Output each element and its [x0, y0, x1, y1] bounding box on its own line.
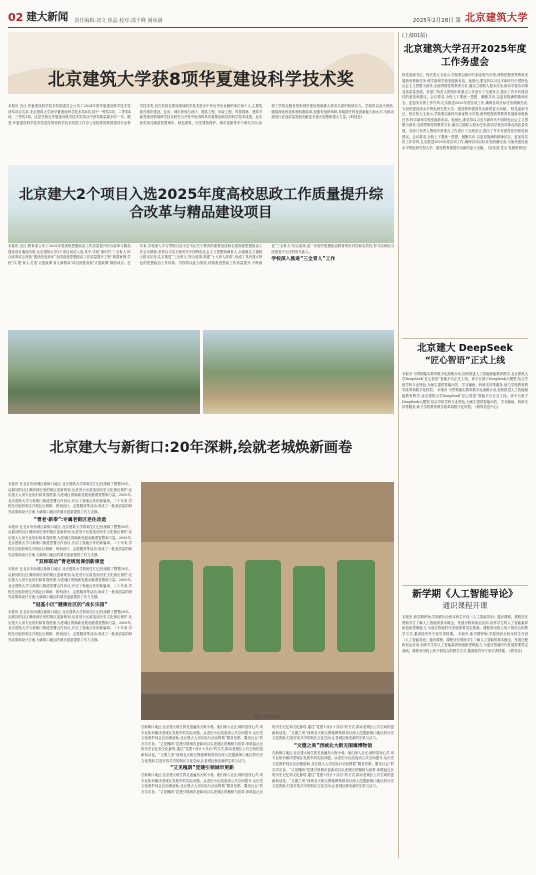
article1-body: 本报讯 近日,华夏建设科学技术奖励委员会公布了2024年度华夏建设科学技术奖获奖项目名单,北京建筑大学获华夏建设科学技术奖8项,其中一等奖1项、二等奖4项、三等奖3项。这是学校在华夏建设科学技术奖项目中获奖数量最多的一年。据悉,华夏建设科学技术奖是经国家科学技术奖励工作办公室批准的我国建设行业科学技术奖,旨在奖励在建设领域科学技术进步中作出突出贡献的单位和个人,主要奖励在城乡建设、住房、城市规划与设计、建筑工程、市政工程、风景园林、建筑节能等建设领域科学技术研究与开发中取得的具有重要创新性的科学技术成果。此次获奖项目涵盖智慧城市、绿色建筑、历史建筑保护、城市更新等多个研究方向,体现了学校在服务国家城乡建设领域重大需求方面的科研实力。学校将以此为契机,继续深化科技体制机制改革,加强有组织科研,持续提升科技创新能力和水平,为推动建设行业高质量发展贡献更多建大智慧和建大力量。(科技处)	[8, 104, 394, 125]
section-title: 建大新闻	[26, 11, 69, 23]
sidebar-article3-body	[402, 615, 528, 805]
article3-subhead-3: “冠基小区”健康社区的“成长乐园”	[32, 602, 108, 608]
street-mural-photo	[141, 482, 394, 720]
sidebar-rule-2	[402, 585, 528, 586]
sidebar-article3-text: 本报讯 新学期伊始,学校面向全校本科生开设《人工智能导论》通识课程。课程旨在帮助学生了解人工智能的基本概念、发展历程和前沿应用,培养学生的人工智能素养和创新思维能力,为适应智能时代发展需要奠定基础。课程采用线上线下相结合的教学方式,邀请校内外专家学者授课。	[402, 615, 528, 636]
sidebar-article1-body	[402, 73, 528, 335]
column-divider	[398, 32, 399, 858]
page-number: 02	[8, 11, 24, 24]
article3-left-column	[8, 482, 132, 872]
article3-left-text-3: 本报讯 在北京市西城区新街口地区,北京建筑大学的师生们已经深耕了整整20年。从最初的社区调研到后来的街区更新规划,从老旧小区改造到历史文化街区保护,北京建大人用专业知识和青春热情,为老城区的焕新发展贡献着智慧和力量。2005年,北京建筑大学与新街口街道签署合作协议,开启了校地合作的新篇章。二十年来,学校先后组织师生开展社区调研、规划设计、志愿服务等活动,形成了一批高质量的研究成果和设计方案,为新街口地区的城市更新提供了有力支撑。	[8, 567, 132, 600]
sidebar-column	[402, 32, 528, 805]
masthead: 北京建筑大学	[465, 13, 528, 24]
sidebar-article1-text: 校党委副书记、校长张大玉表示,学校要以新时代新征程为引领,深刻把握高等教育发展新形势新任务,科学谋划学校发展新布局。他指出,要坚持以习近平新时代中国特色社会主义思想为指导,全面贯彻党的教育方针,落实立德树人根本任务,推动学校各项事业高质量发展。各部门负责人围绕年度重点工作进行了交流发言,提出了许多有建设性的意见和建议。会议要求,全校上下要统一思想、凝聚共识,以更加饱满的精神状态、更加务实的工作作风,扎实推进2025年度各项工作,确保各项目标任务圆满完成,为加快建设高水平特色研究型大学、建设教育强国作出新的更大贡献。	[402, 73, 528, 111]
article3-left-body	[8, 482, 132, 872]
article3-right-text-3: 在新街口地区,北京建大师生的足迹遍布大街小巷。他们深入社区,倾听居民心声,用专业知识解决老城区发展中的实际问题。从老旧小区改造到公共空间提升,从历史文化保护到社区治理创新,北京建大人用实际行动诠释着“服务首都、服务社会”的办学宗旨。“又见槐荫”党建引领城市更新项目以老城区的槐树为纽带,串联起社区的历史记忆和文化脉络,通过“党建+设计+共治”的方式,推动老城区公共空间的更新和活化。“文德之美”西城北大街无围墙博物馆项目深入挖掘新街口地区的历史文化资源,打造开放共享的街区文化空间,让老城区焕发新的生机与活力。	[272, 750, 394, 789]
sidebar-article3-subheadline: 通识课程开课	[442, 601, 488, 611]
sidebar-article1-headline: 北京建筑大学召开2025年度工作务虚会	[403, 44, 527, 68]
sidebar-article3-text-2: 本报讯 新学期伊始,学校面向全校本科生开设《人工智能导论》通识课程。课程旨在帮助学生了解人工智能的基本概念、发展历程和前沿应用,培养学生的人工智能素养和创新思维能力,为适应智能时代发展需要奠定基础。课程采用线上线下相结合的教学方式,邀请校内外专家学者授课。	[402, 631, 528, 653]
article3-photo	[141, 482, 394, 720]
page-header	[8, 4, 528, 28]
photo-caption: 协作力的2025	[254, 714, 281, 719]
sidebar-article2-subheadline: “匠心智语”正式上线	[424, 355, 506, 366]
header-right	[413, 9, 528, 24]
article3-right-text: 在新街口地区,北京建大师生的足迹遍布大街小巷。他们深入社区,倾听居民心声,用专业知识解决老城区发展中的实际问题。从老旧小区改造到公共空间提升,从历史文化保护到社区治理创新,北京建大人用实际行动诠释着“服务首都、服务社会”的办学宗旨。“又见槐荫”党建引领城市更新项目以老城区的槐树为纽带,串联起社区的历史记忆和文化脉络,通过“党建+设计+共治”的方式,推动老城区公共空间的更新和活化。“文德之美”西城北大街无围墙博物馆项目深入挖掘新街口地区的历史文化资源,打造开放共享的街区文化空间,让老城区焕发新的生机与活力。	[141, 725, 263, 763]
article3-headline: 北京建大与新街口:20年深耕,绘就老城焕新画卷	[49, 440, 353, 456]
article1-headline: 北京建筑大学获8项华夏建设科学技术奖	[47, 70, 355, 90]
continued-label: (上接01版)	[402, 33, 428, 39]
article3-right-text-2: 在新街口地区,北京建大师生的足迹遍布大街小巷。他们深入社区,倾听居民心声,用专业知识解决老城区发展中的实际问题。从老旧小区改造到公共空间提升,从历史文化保护到社区治理创新,北京建大人用实际行动诠释着“服务首都、服务社会”的办学宗旨。“又见槐荫”党建引领城市更新项目以老城区的槐树为纽带,串联起社区的历史记忆和文化脉络,通过“党建+设计+共治”的方式,推动老城区公共空间的更新和活化。“文德之美”西城北大街无围墙博物馆项目深入挖掘新街口地区的历史文化资源,打造开放共享的街区文化空间,让老城区焕发新的生机与活力。	[141, 725, 394, 794]
article3-subhead-4: “又见槐荫”党建引领城市更新	[170, 766, 234, 772]
publication-date: 2025年2月28日 第	[412, 18, 461, 24]
campus-photo-2	[203, 330, 395, 414]
sidebar-article2-text: 本报讯 为贯彻落实教育数字化战略行动,加快推进人工智能赋能教育教学,北京建筑大学DeepSeek“匠心智语”智能平台正式上线。该平台基于DeepSeek大模型,结合学校学科专业特色,为师生提供智能问答、学习辅助、科研支持等服务,助力学校教育教学改革和数字化转型。	[402, 371, 528, 393]
sidebar-article3-headline: 新学期《人工智能导论》	[412, 589, 518, 601]
article2-body-text: 本报讯 近日,教育部公布了2025年度高校思想政治工作质量提升综合改革与精品建设项目遴选结果,北京建筑大学2个项目成功入选,其中,学校“新时代‘三全育人’综合改革试点高校”建设经验获评“全国高校思想政治工作质量提升工程”典型案例,学校“以‘建’育人,打造‘大思政课’育人新格局”项目获批高校“大思政课”精品项目。近年来,学校深入学习贯彻习近平总书记关于教育的重要论述和全国高校思想政治工作会议精神,坚持以习近平新时代中国特色社会主义思想铸魂育人,全面落实立德树人根本任务,扎实推进“三全育人”综合改革,构建“十大育人体系”,形成了具有建大特色的思想政治工作体系。学校将以此为契机,持续推进思政工作质量提升,不断深化“三全育人”综合改革,进一步提升思想政治教育的针对性和实效性,努力培养担当民族复兴大任的时代新人。	[8, 244, 394, 265]
sidebar-article2-headline: 北京建大 DeepSeek	[417, 342, 513, 354]
article3-subhead-1: “青老·新奉”:专属老街区老住改造	[33, 517, 107, 523]
article3-subhead-2: “双师联动”青老规划课创新课堂	[35, 560, 105, 566]
article2-photos	[8, 330, 394, 414]
article3-left-text-4: 本报讯 在北京市西城区新街口地区,北京建筑大学的师生们已经深耕了整整20年。从最初的社区调研到后来的街区更新规划,从老旧小区改造到历史文化街区保护,北京建大人用专业知识和青春热情,为老城区的焕新发展贡献着智慧和力量。2005年,北京建筑大学与新街口街道签署合作协议,开启了校地合作的新篇章。二十年来,学校先后组织师生开展社区调研、规划设计、志愿服务等活动,形成了一批高质量的研究成果和设计方案,为新街口地区的城市更新提供了有力支撑。	[8, 609, 132, 642]
article3-right-body	[141, 725, 394, 875]
article2-subhead: 学校深入推进“三全育人”工作	[271, 257, 336, 263]
article3-left-text-2: 本报讯 在北京市西城区新街口地区,北京建筑大学的师生们已经深耕了整整20年。从最初的社区调研到后来的街区更新规划,从老旧小区改造到历史文化街区保护,北京建大人用专业知识和青春热情,为老城区的焕新发展贡献着智慧和力量。2005年,北京建筑大学与新街口街道签署合作协议,开启了校地合作的新篇章。二十年来,学校先后组织师生开展社区调研、规划设计、志愿服务等活动,形成了一批高质量的研究成果和设计方案,为新街口地区的城市更新提供了有力支撑。	[8, 524, 132, 557]
article3-right-column	[141, 725, 394, 875]
header-left	[8, 9, 162, 24]
sidebar-article2-text-2: 本报讯 为贯彻落实教育数字化战略行动,加快推进人工智能赋能教育教学,北京建筑大学DeepSeek“匠心智语”智能平台正式上线。该平台基于DeepSeek大模型,结合学校学科专业特色,为师生提供智能问答、学习辅助、科研支持等服务,助力学校教育教学改革和数字化转型。	[402, 388, 528, 410]
article3-left-text: 本报讯 在北京市西城区新街口地区,北京建筑大学的师生们已经深耕了整整20年。从最初的社区调研到后来的街区更新规划,从老旧小区改造到历史文化街区保护,北京建大人用专业知识和青春热情,为老城区的焕新发展贡献着智慧和力量。2005年,北京建筑大学与新街口街道签署合作协议,开启了校地合作的新篇章。二十年来,学校先后组织师生开展社区调研、规划设计、志愿服务等活动,形成了一批高质量的研究成果和设计方案,为新街口地区的城市更新提供了有力支撑。	[8, 482, 132, 514]
sidebar-article2-body	[402, 372, 528, 582]
article2-headline: 北京建大2个项目入选2025年度高校思政工作质量提升综合改革与精品建设项目	[18, 187, 384, 221]
sidebar-article1-text-2: 校党委副书记、校长张大玉表示,学校要以新时代新征程为引领,深刻把握高等教育发展新形势新任务,科学谋划学校发展新布局。他指出,要坚持以习近平新时代中国特色社会主义思想为指导,全面贯彻党的教育方针,落实立德树人根本任务,推动学校各项事业高质量发展。各部门负责人围绕年度重点工作进行了交流发言,提出了许多有建设性的意见和建议。会议要求,全校上下要统一思想、凝聚共识,以更加饱满的精神状态、更加务实的工作作风,扎实推进2025年度各项工作,确保各项目标任务圆满完成,为加快建设高水平特色研究型大学、建设教育强国作出新的更大贡献。	[402, 106, 528, 150]
editor-credits: 责任编辑:刘文 焦晶 校对:邵千峰 满承满	[74, 18, 163, 24]
sidebar-article1-credit: (宣传部 党办 发展规划处)	[487, 145, 527, 150]
sidebar-article3-credit: (教务处)	[509, 648, 523, 653]
sidebar-article2-credit: (网络信息中心)	[475, 405, 499, 410]
article3-subhead-5: “文德之美”西城北大街无围墙博物馆	[293, 743, 373, 749]
campus-photo-1	[8, 330, 200, 414]
sidebar-rule-1	[402, 338, 528, 339]
